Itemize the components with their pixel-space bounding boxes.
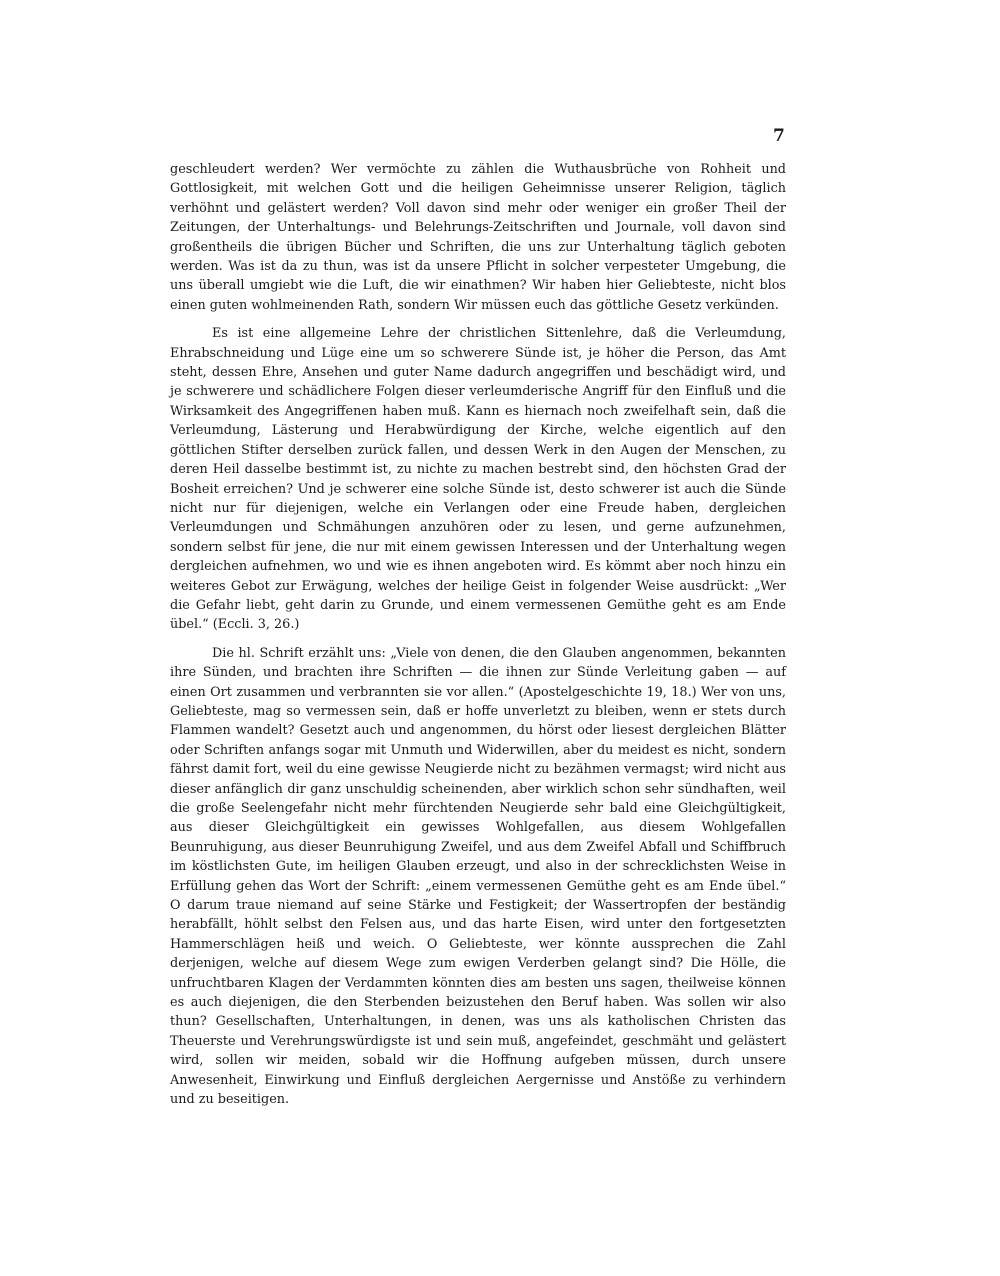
paragraph-2: Es ist eine allgemeine Lehre der christlichen Sittenlehre, daß die Verleumdung, Ehrabschneidung und Lüge eine um so schwerere Sünde ist, je höher die Person, das Amt steht, dessen Ehre, Ansehen und guter Name dadurch angegriffen und beschädigt wird, und je schwerere und schädlichere Folgen dieser verleumderische Angriff für den Einfluß und die Wirksamkeit des Angegriffenen haben muß. Kann es hiernach noch zweifelhaft sein, daß die Verleumdung, Lästerung und Herabwürdigung der Kirche, welche eigentlich auf den göttlichen Stifter derselben zurück fallen, und dessen Werk in den Augen der Menschen, zu deren Heil dasselbe bestimmt ist, zu nichte zu machen bestrebt sind, den höchsten Grad der Bosheit erreichen? Und je schwerer eine solche Sünde ist, desto schwerer ist auch die Sünde nicht nur für diejenigen, welche ein Verlangen oder eine Freude haben, dergleichen Verleumdungen und Schmähungen anzuhören oder zu lesen, und gerne aufzunehmen, sondern selbst für jene, die nur mit einem gewissen Interessen und der Unterhaltung wegen dergleichen aufnehmen, wo und wie es ihnen angeboten wird. Es kömmt aber noch hinzu ein weiteres Gebot zur Erwägung, welches der heilige Geist in folgender Weise ausdrückt: „Wer die Gefahr liebt, geht darin zu Grunde, und einem vermessenen Gemüthe geht es am Ende übel.“ (Eccli. 3, 26.) [170,326,786,633]
body-text [170,160,786,1110]
page-number: 7 [773,126,785,146]
paragraph-1: geschleudert werden? Wer vermöchte zu zählen die Wuthausbrüche von Rohheit und Gottlosigkeit, mit welchen Gott und die heiligen Geheimnisse unserer Religion, täglich verhöhnt und gelästert werden? Voll davon sind mehr oder weniger ein großer Theil der Zeitungen, der Unterhaltungs- und Belehrungs-Zeitschriften und Journale, voll davon sind großentheils die übrigen Bücher und Schriften, die uns zur Unterhaltung täglich geboten werden. Was ist da zu thun, was ist da unsere Pflicht in solcher verpesteter Umgebung, die uns überall umgiebt wie die Luft, die wir einathmen? Wir haben hier Geliebteste, nicht blos einen guten wohlmeinenden Rath, sondern Wir müssen euch das göttliche Gesetz verkünden. [170,162,786,313]
paragraph-3: Die hl. Schrift erzählt uns: „Viele von denen, die den Glauben angenommen, bekannten ihre Sünden, und brachten ihre Schriften — die ihnen zur Sünde Verleitung gaben — auf einen Ort zusammen und verbrannten sie vor allen.“ (Apostelgeschichte 19, 18.) Wer von uns, Geliebteste, mag so vermessen sein, daß er hoffe unverletzt zu bleiben, wenn er stets durch Flammen wandelt? Gesetzt auch und angenommen, du hörst oder liesest dergleichen Blätter oder Schriften anfangs sogar mit Unmuth und Widerwillen, aber du meidest es nicht, sondern fährst damit fort, weil du eine gewisse Neugierde nicht zu bezähmen vermagst; wird nicht aus dieser anfänglich dir ganz unschuldig scheinenden, aber wirklich schon sehr sündhaften, weil die große Seelengefahr nicht mehr fürchtenden Neugierde sehr bald eine Gleichgültigkeit, aus dieser Gleichgültigkeit ein gewisses Wohlgefallen, aus diesem Wohlgefallen Beunruhigung, aus dieser Beunruhigung Zweifel, und aus dem Zweifel Abfall und Schiffbruch im köstlichsten Gute, im heiligen Glauben erzeugt, und also in der schrecklichsten Weise in Erfüllung gehen das Wort der Schrift: „einem vermessenen Gemüthe geht es am Ende übel.“ O darum traue niemand auf seine Stärke und Festigkeit; der Wassertropfen der beständig herabfällt, höhlt selbst den Felsen aus, und das harte Eisen, wird unter den fortgesetzten Hammerschlägen heiß und weich. O Geliebteste, wer könnte aussprechen die Zahl derjenigen, welche auf diesem Wege zum ewigen Verderben gelangt sind? Die Hölle, die unfruchtbaren Klagen der Verdammten könnten dies am besten uns sagen, theilweise können es auch diejenigen, die den Sterbenden beizustehen den Beruf haben. Was sollen wir also thun? Gesellschaften, Unterhaltungen, in denen, was uns als katholischen Christen das Theuerste und Verehrungswürdigste ist und sein muß, angefeindet, geschmäht und gelästert wird, sollen wir meiden, sobald wir die Hoffnung aufgeben müssen, durch unsere Anwesenheit, Einwirkung und Einfluß dergleichen Aergernisse und Anstöße zu verhindern und zu beseitigen. [170,645,786,1108]
